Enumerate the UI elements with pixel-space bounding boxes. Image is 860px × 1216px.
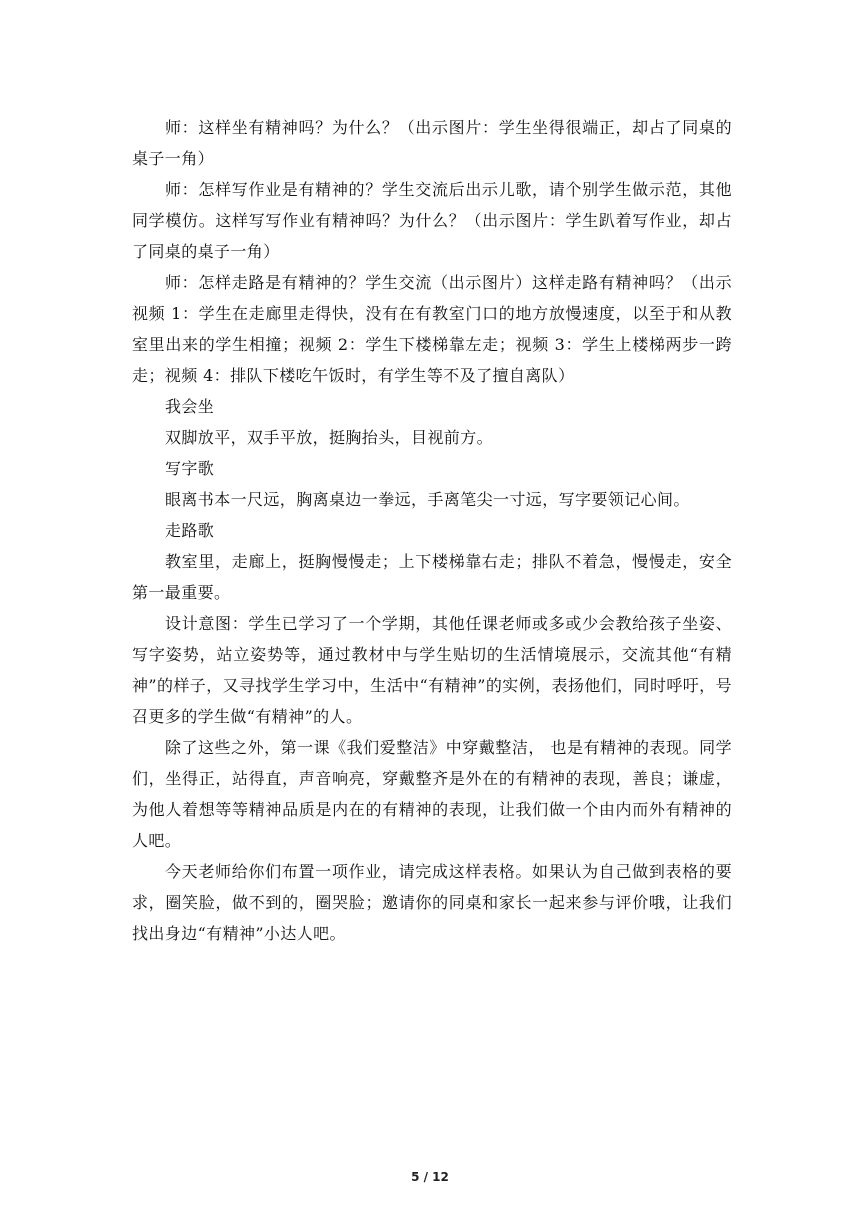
page-number: 5 / 12 (411, 1170, 449, 1184)
paragraph-tidiness: 除了这些之外，第一课《我们爱整洁》中穿戴整洁， 也是有精神的表现。同学们，坐得正，站得直，声音响亮，穿戴整齐是外在的有精神的表现，善良；谦虚，为他人着想等等精神品质是内在的有精神的表现，让我们做一个由内而外有精神的人吧。 (132, 738, 732, 850)
heading-sitting-rhyme: 我会坐 (165, 397, 215, 416)
document-body (132, 112, 732, 949)
paragraph-writing-rhyme: 眼离书本一尺远，胸离桌边一拳远，手离笔尖一寸远，写字要领记心间。 (165, 490, 690, 509)
paragraph-sitting-rhyme: 双脚放平，双手平放，挺胸抬头，目视前方。 (165, 428, 494, 447)
paragraph-walking-rhyme: 教室里，走廊上，挺胸慢慢走；上下楼梯靠右走；排队不着急，慢慢走，安全第一最重要。 (132, 552, 732, 602)
paragraph-sitting-question: 师：这样坐有精神吗？为什么？（出示图片：学生坐得很端正，却占了同桌的桌子一角） (132, 118, 732, 168)
paragraph-walking-question: 师：怎样走路是有精神的？学生交流（出示图片）这样走路有精神吗？（出示视频 1：学生在走廊里走得快，没有在有教室门口的地方放慢速度，以至于和从教室里出来的学生相撞；视频 2：学生下楼梯靠左走；视频 3：学生上楼梯两步一跨走；视频 4：排队下楼吃午饭时，有学生等不及了擅自离队） (132, 273, 732, 385)
heading-walking-rhyme: 走路歌 (165, 521, 215, 540)
heading-writing-rhyme: 写字歌 (165, 459, 215, 478)
paragraph-design-intent: 设计意图：学生已学习了一个学期，其他任课老师或多或少会教给孩子坐姿、写字姿势，站立姿势等，通过教材中与学生贴切的生活情境展示，交流其他“有精神”的样子，又寻找学生学习中，生活中“有精神”的实例，表扬他们，同时呼吁，号召更多的学生做“有精神”的人。 (132, 614, 732, 726)
paragraph-homework-assignment: 今天老师给你们布置一项作业，请完成这样表格。如果认为自己做到表格的要求，圈笑脸，做不到的，圈哭脸；邀请你的同桌和家长一起来参与评价哦，让我们找出身边“有精神”小达人吧。 (132, 862, 732, 943)
paragraph-homework-question: 师：怎样写作业是有精神的？学生交流后出示儿歌，请个别学生做示范，其他同学模仿。这样写写作业有精神吗？为什么？（出示图片：学生趴着写作业，却占了同桌的桌子一角） (132, 180, 732, 261)
